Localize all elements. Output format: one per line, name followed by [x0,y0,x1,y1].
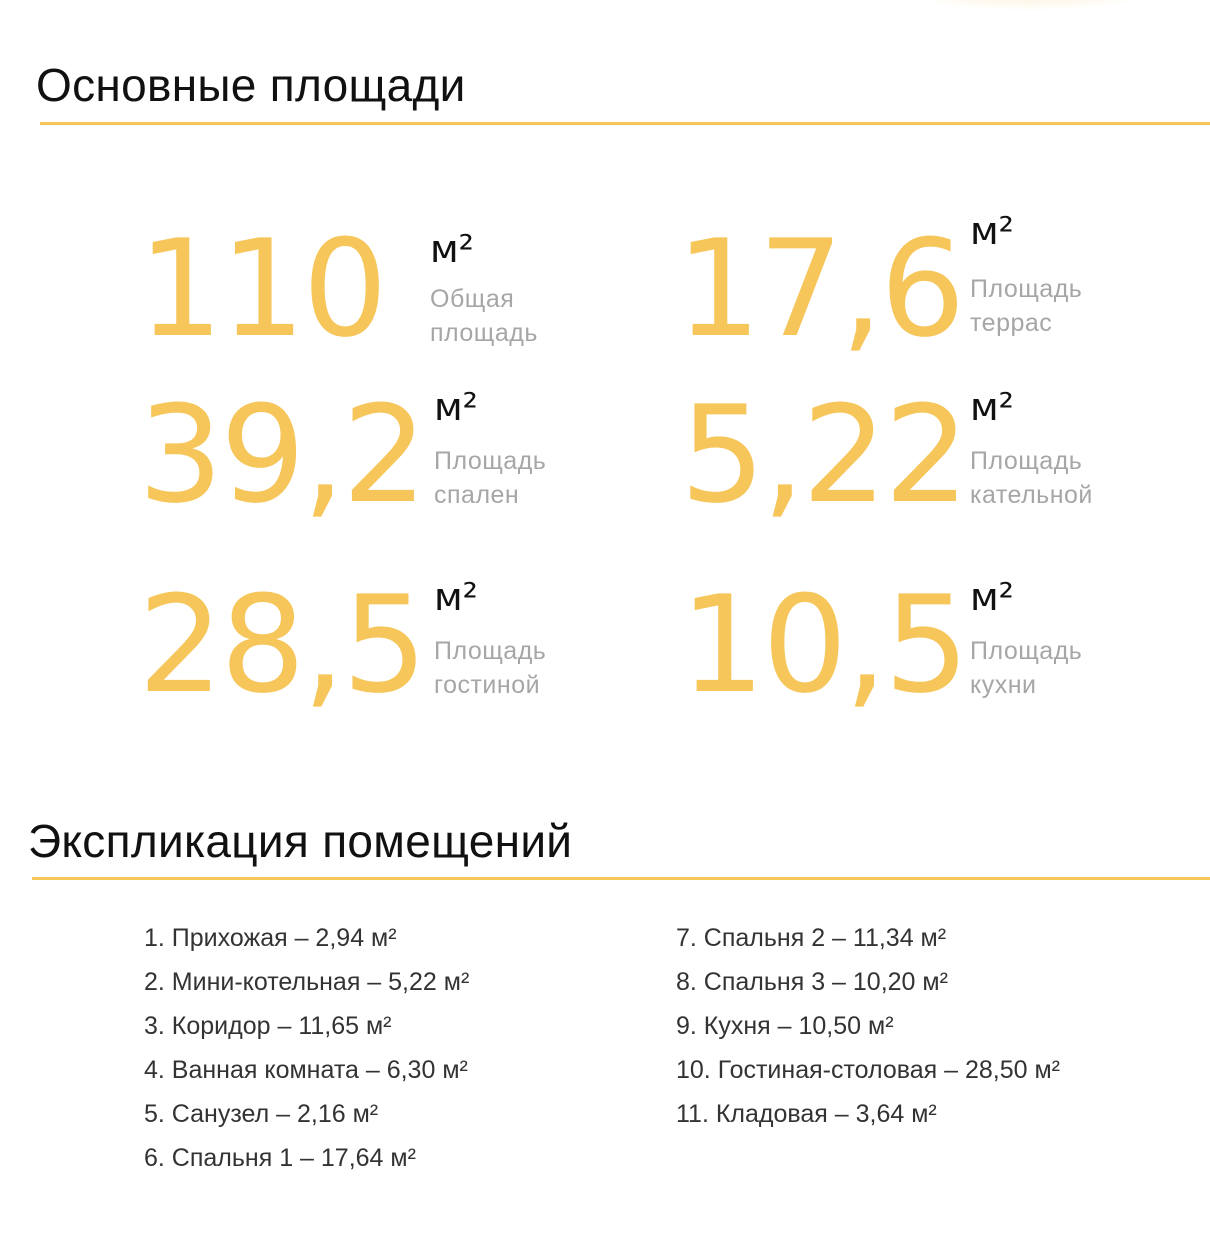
stat-bedrooms-area [138,377,598,533]
stat-label-line: кухни [970,671,1037,699]
section-divider [40,122,1210,125]
stat-label [970,444,1160,512]
stat-label [434,634,624,702]
room-list-item: 8. Спальня 3 – 10,20 м² [676,968,948,996]
section-divider [32,877,1210,880]
stat-label-line: кательной [970,481,1093,509]
section-title-room-explication: Экспликация помещений [28,815,573,867]
room-list-item: 10. Гостиная-столовая – 28,50 м² [676,1056,1061,1084]
section-title-main-areas: Основные площади [36,59,466,111]
stat-kitchen-area [680,567,1160,723]
stat-label-line: Общая [430,285,515,313]
stat-label-line: гостиной [434,671,541,699]
decorative-glow [900,0,1160,10]
room-list-item: 5. Санузел – 2,16 м² [144,1100,379,1128]
stat-unit: м² [970,209,1014,253]
stat-label-line: Площадь [434,637,547,665]
room-list-item: 7. Спальня 2 – 11,34 м² [676,924,947,952]
room-list-item: 6. Спальня 1 – 17,64 м² [144,1144,416,1172]
stat-living-room-area [138,567,598,723]
stat-unit: м² [970,575,1014,619]
stat-label-line: Площадь [434,447,547,475]
room-list-item: 3. Коридор – 11,65 м² [144,1012,392,1040]
stat-value: 5,22 [680,377,967,533]
stat-label-line: Площадь [970,447,1083,475]
stat-value: 10,5 [680,567,967,723]
stat-terrace-area [676,209,1136,367]
stat-label-line: Площадь [970,637,1083,665]
stat-unit: м² [970,385,1014,429]
room-list-item: 9. Кухня – 10,50 м² [676,1012,894,1040]
stat-total-area [138,211,578,367]
stat-label-line: площадь [430,319,538,347]
stat-label [970,634,1160,702]
stat-value: 17,6 [676,211,963,367]
stat-unit: м² [434,575,478,619]
stat-label [970,272,1160,340]
stat-boiler-room-area [680,377,1160,533]
stat-value: 28,5 [138,567,425,723]
room-list-item: 1. Прихожая – 2,94 м² [144,924,397,952]
stat-label-line: Площадь [970,275,1083,303]
stat-value: 39,2 [138,377,425,533]
stat-unit: м² [430,227,474,271]
room-list-item: 4. Ванная комната – 6,30 м² [144,1056,468,1084]
room-list-left [144,916,469,1180]
room-list-item: 11. Кладовая – 3,64 м² [676,1100,937,1128]
stat-label [434,444,624,512]
room-list-item: 2. Мини-котельная – 5,22 м² [144,968,470,996]
stat-label-line: спален [434,481,520,509]
stat-label-line: террас [970,309,1053,337]
stat-label [430,282,620,350]
stat-unit: м² [434,385,478,429]
room-list-right [676,916,1060,1136]
stat-value: 110 [138,211,385,367]
